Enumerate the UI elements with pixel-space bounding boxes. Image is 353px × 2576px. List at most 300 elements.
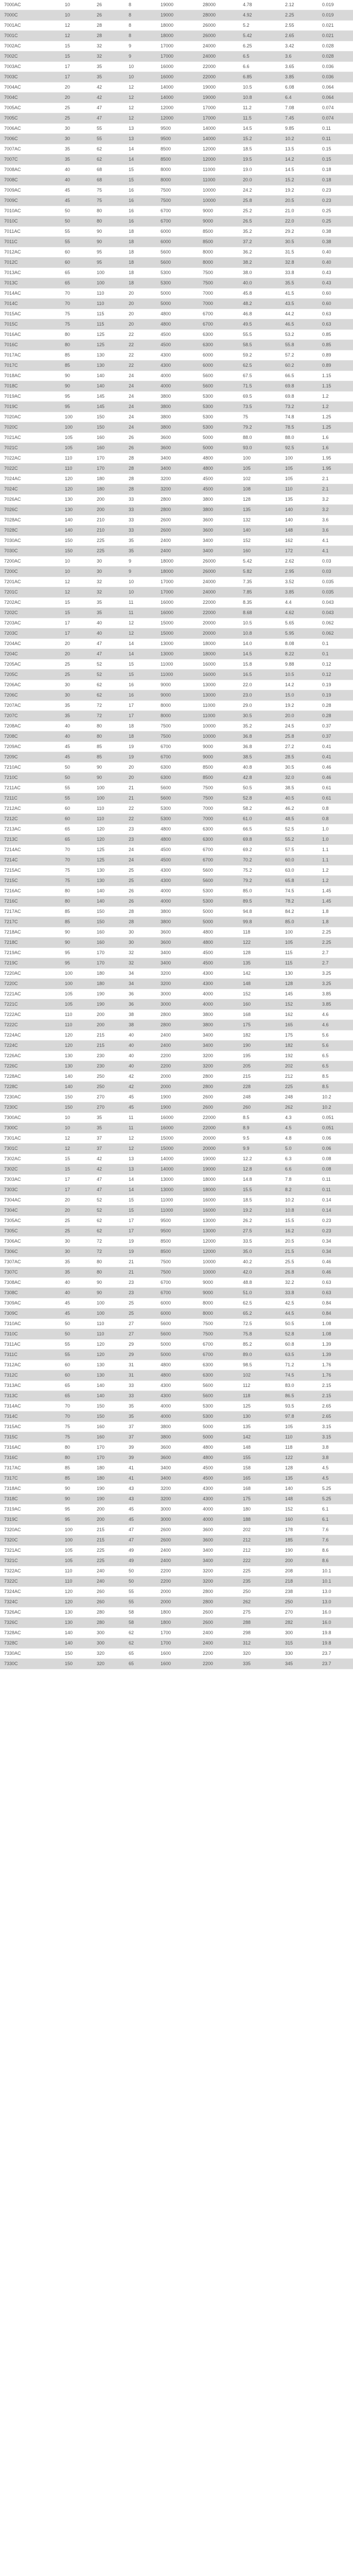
cell-width: 45 xyxy=(125,1092,156,1103)
table-row xyxy=(0,1103,353,1113)
cell-static-load: 10.5 xyxy=(281,670,318,680)
cell-outer-diameter: 200 xyxy=(93,1504,125,1515)
cell-model: 7219AC xyxy=(0,948,61,958)
cell-model: 7224C xyxy=(0,1041,61,1051)
cell-grease-speed: 4000 xyxy=(156,1401,199,1412)
cell-width: 14 xyxy=(125,639,156,649)
cell-weight: 0.41 xyxy=(318,752,353,762)
cell-oil-speed: 5300 xyxy=(199,896,239,907)
cell-static-load: 20.0 xyxy=(281,711,318,721)
cell-grease-speed: 4300 xyxy=(156,876,199,886)
cell-dynamic-load: 105 xyxy=(239,464,281,474)
cell-dynamic-load: 71.5 xyxy=(239,381,281,392)
cell-dynamic-load: 10.5 xyxy=(239,82,281,93)
cell-grease-speed: 13000 xyxy=(156,639,199,649)
cell-grease-speed: 17000 xyxy=(156,52,199,62)
table-row xyxy=(0,464,353,474)
cell-width: 33 xyxy=(125,1381,156,1391)
cell-weight: 1.08 xyxy=(318,1329,353,1340)
cell-model: 7030C xyxy=(0,546,61,556)
cell-dynamic-load: 135 xyxy=(239,1422,281,1432)
cell-weight: 2.25 xyxy=(318,927,353,938)
cell-oil-speed: 2400 xyxy=(199,1628,239,1638)
cell-grease-speed: 4800 xyxy=(156,1370,199,1381)
cell-dynamic-load: 19.5 xyxy=(239,155,281,165)
cell-static-load: 69.8 xyxy=(281,392,318,402)
cell-inner-diameter: 140 xyxy=(61,1082,93,1092)
cell-model: 7317C xyxy=(0,1473,61,1484)
cell-dynamic-load: 40.0 xyxy=(239,278,281,289)
cell-oil-speed: 4800 xyxy=(199,1453,239,1463)
cell-width: 36 xyxy=(125,999,156,1010)
cell-weight: 13.0 xyxy=(318,1597,353,1607)
cell-static-load: 202 xyxy=(281,1061,318,1072)
cell-static-load: 52.8 xyxy=(281,1329,318,1340)
cell-static-load: 172 xyxy=(281,546,318,556)
cell-inner-diameter: 80 xyxy=(61,330,93,340)
cell-outer-diameter: 100 xyxy=(93,1309,125,1319)
cell-inner-diameter: 130 xyxy=(61,495,93,505)
cell-model: 7309AC xyxy=(0,1298,61,1309)
cell-grease-speed: 19000 xyxy=(156,10,199,21)
cell-static-load: 20.5 xyxy=(281,196,318,206)
table-row xyxy=(0,1072,353,1082)
table-row xyxy=(0,1638,353,1649)
cell-model: 7209C xyxy=(0,752,61,762)
cell-static-load: 15.0 xyxy=(281,690,318,701)
table-row xyxy=(0,1607,353,1618)
cell-grease-speed: 14000 xyxy=(156,1154,199,1164)
cell-grease-speed: 3800 xyxy=(156,907,199,917)
cell-model: 7224AC xyxy=(0,1030,61,1041)
cell-dynamic-load: 140 xyxy=(239,526,281,536)
cell-oil-speed: 14000 xyxy=(199,134,239,144)
cell-grease-speed: 4500 xyxy=(156,330,199,340)
cell-width: 14 xyxy=(125,155,156,165)
cell-dynamic-load: 102 xyxy=(239,474,281,484)
cell-width: 17 xyxy=(125,1216,156,1226)
cell-grease-speed: 11000 xyxy=(156,1195,199,1206)
table-row xyxy=(0,711,353,721)
cell-weight: 3.2 xyxy=(318,495,353,505)
cell-inner-diameter: 55 xyxy=(61,783,93,793)
cell-outer-diameter: 225 xyxy=(93,1556,125,1566)
cell-inner-diameter: 105 xyxy=(61,1546,93,1556)
cell-oil-speed: 22000 xyxy=(199,72,239,82)
cell-weight: 7.6 xyxy=(318,1525,353,1535)
table-row xyxy=(0,876,353,886)
cell-static-load: 52.5 xyxy=(281,824,318,835)
cell-weight: 0.8 xyxy=(318,814,353,824)
cell-width: 36 xyxy=(125,989,156,999)
cell-model: 7210C xyxy=(0,773,61,783)
cell-outer-diameter: 32 xyxy=(93,52,125,62)
cell-static-load: 115 xyxy=(281,948,318,958)
cell-inner-diameter: 70 xyxy=(61,289,93,299)
cell-inner-diameter: 105 xyxy=(61,443,93,453)
cell-model: 7011C xyxy=(0,237,61,247)
table-row xyxy=(0,93,353,103)
cell-model: 7007AC xyxy=(0,144,61,155)
cell-static-load: 105 xyxy=(281,464,318,474)
cell-grease-speed: 3000 xyxy=(156,1515,199,1525)
cell-inner-diameter: 15 xyxy=(61,1164,93,1175)
cell-dynamic-load: 35.0 xyxy=(239,1247,281,1257)
cell-inner-diameter: 90 xyxy=(61,371,93,381)
table-row xyxy=(0,165,353,175)
cell-dynamic-load: 118 xyxy=(239,1391,281,1401)
cell-grease-speed: 5300 xyxy=(156,268,199,278)
table-row xyxy=(0,989,353,999)
cell-oil-speed: 3800 xyxy=(199,1010,239,1020)
cell-weight: 0.23 xyxy=(318,196,353,206)
cell-width: 28 xyxy=(125,474,156,484)
cell-inner-diameter: 140 xyxy=(61,1638,93,1649)
cell-outer-diameter: 35 xyxy=(93,1123,125,1133)
cell-width: 49 xyxy=(125,1546,156,1556)
cell-static-load: 10.8 xyxy=(281,1206,318,1216)
cell-inner-diameter: 20 xyxy=(61,1206,93,1216)
table-row xyxy=(0,1113,353,1123)
cell-weight: 1.15 xyxy=(318,371,353,381)
cell-width: 50 xyxy=(125,1566,156,1577)
cell-grease-speed: 1800 xyxy=(156,1607,199,1618)
cell-static-load: 30.5 xyxy=(281,762,318,773)
cell-weight: 1.45 xyxy=(318,896,353,907)
table-row xyxy=(0,948,353,958)
cell-weight: 0.37 xyxy=(318,732,353,742)
cell-model: 7305AC xyxy=(0,1216,61,1226)
cell-weight: 0.19 xyxy=(318,690,353,701)
table-row xyxy=(0,330,353,340)
cell-weight: 0.021 xyxy=(318,31,353,41)
cell-outer-diameter: 110 xyxy=(93,299,125,309)
table-row xyxy=(0,1453,353,1463)
cell-width: 14 xyxy=(125,1185,156,1195)
cell-dynamic-load: 148 xyxy=(239,979,281,989)
cell-oil-speed: 11000 xyxy=(199,165,239,175)
cell-outer-diameter: 110 xyxy=(93,289,125,299)
table-row xyxy=(0,1473,353,1484)
cell-width: 20 xyxy=(125,762,156,773)
cell-static-load: 6.4 xyxy=(281,93,318,103)
cell-width: 13 xyxy=(125,124,156,134)
cell-oil-speed: 2600 xyxy=(199,1103,239,1113)
cell-outer-diameter: 170 xyxy=(93,1453,125,1463)
cell-width: 34 xyxy=(125,979,156,989)
cell-width: 28 xyxy=(125,484,156,495)
cell-dynamic-load: 27.5 xyxy=(239,1226,281,1236)
cell-oil-speed: 5000 xyxy=(199,907,239,917)
table-row xyxy=(0,742,353,752)
cell-oil-speed: 5600 xyxy=(199,1381,239,1391)
cell-grease-speed: 4800 xyxy=(156,309,199,319)
table-row xyxy=(0,474,353,484)
table-row xyxy=(0,1546,353,1556)
cell-weight: 0.15 xyxy=(318,155,353,165)
cell-inner-diameter: 45 xyxy=(61,742,93,752)
cell-weight: 0.03 xyxy=(318,567,353,577)
cell-dynamic-load: 158 xyxy=(239,1463,281,1473)
cell-static-load: 105 xyxy=(281,474,318,484)
table-row xyxy=(0,31,353,41)
cell-oil-speed: 4500 xyxy=(199,1463,239,1473)
cell-dynamic-load: 5.42 xyxy=(239,31,281,41)
table-row xyxy=(0,1267,353,1278)
cell-dynamic-load: 14.0 xyxy=(239,639,281,649)
table-row xyxy=(0,1257,353,1267)
cell-dynamic-load: 62.5 xyxy=(239,1298,281,1309)
cell-weight: 4.6 xyxy=(318,1020,353,1030)
cell-grease-speed: 2400 xyxy=(156,1030,199,1041)
cell-oil-speed: 5600 xyxy=(199,1391,239,1401)
cell-outer-diameter: 215 xyxy=(93,1525,125,1535)
cell-outer-diameter: 160 xyxy=(93,927,125,938)
cell-grease-speed: 9500 xyxy=(156,1226,199,1236)
cell-outer-diameter: 72 xyxy=(93,701,125,711)
cell-width: 26 xyxy=(125,443,156,453)
cell-static-load: 345 xyxy=(281,1659,318,1669)
cell-static-load: 27.2 xyxy=(281,742,318,752)
table-row xyxy=(0,1329,353,1340)
table-row xyxy=(0,855,353,866)
cell-static-load: 78.5 xyxy=(281,422,318,433)
cell-grease-speed: 16000 xyxy=(156,608,199,618)
cell-oil-speed: 6700 xyxy=(199,1350,239,1360)
cell-width: 27 xyxy=(125,1319,156,1329)
cell-model: 7022AC xyxy=(0,453,61,464)
cell-dynamic-load: 18.5 xyxy=(239,144,281,155)
cell-model: 7314AC xyxy=(0,1401,61,1412)
cell-width: 41 xyxy=(125,1473,156,1484)
cell-outer-diameter: 320 xyxy=(93,1649,125,1659)
table-row xyxy=(0,1216,353,1226)
cell-dynamic-load: 4.78 xyxy=(239,0,281,10)
cell-model: 7313AC xyxy=(0,1381,61,1391)
table-row xyxy=(0,62,353,72)
table-row xyxy=(0,268,353,278)
cell-outer-diameter: 47 xyxy=(93,639,125,649)
cell-outer-diameter: 150 xyxy=(93,422,125,433)
cell-outer-diameter: 80 xyxy=(93,206,125,216)
cell-dynamic-load: 29.0 xyxy=(239,701,281,711)
cell-outer-diameter: 115 xyxy=(93,319,125,330)
table-row xyxy=(0,134,353,144)
cell-outer-diameter: 215 xyxy=(93,1535,125,1546)
cell-weight: 4.1 xyxy=(318,536,353,546)
cell-model: 7213C xyxy=(0,835,61,845)
cell-inner-diameter: 15 xyxy=(61,598,93,608)
cell-dynamic-load: 168 xyxy=(239,1010,281,1020)
cell-oil-speed: 3800 xyxy=(199,505,239,515)
cell-outer-diameter: 37 xyxy=(93,1133,125,1144)
cell-weight: 2.25 xyxy=(318,938,353,948)
cell-grease-speed: 3800 xyxy=(156,422,199,433)
cell-inner-diameter: 95 xyxy=(61,402,93,412)
cell-grease-speed: 3200 xyxy=(156,979,199,989)
cell-oil-speed: 26000 xyxy=(199,556,239,567)
cell-dynamic-load: 23.0 xyxy=(239,690,281,701)
table-row xyxy=(0,216,353,227)
cell-model: 7222C xyxy=(0,1020,61,1030)
cell-width: 29 xyxy=(125,1340,156,1350)
cell-model: 7228C xyxy=(0,1082,61,1092)
cell-outer-diameter: 140 xyxy=(93,896,125,907)
cell-model: 7221AC xyxy=(0,989,61,999)
table-row xyxy=(0,1422,353,1432)
table-row xyxy=(0,845,353,855)
cell-grease-speed: 4500 xyxy=(156,845,199,855)
cell-inner-diameter: 50 xyxy=(61,216,93,227)
cell-grease-speed: 12000 xyxy=(156,113,199,124)
cell-width: 23 xyxy=(125,835,156,845)
cell-dynamic-load: 235 xyxy=(239,1577,281,1587)
cell-weight: 4.5 xyxy=(318,1463,353,1473)
cell-outer-diameter: 80 xyxy=(93,216,125,227)
table-row xyxy=(0,1391,353,1401)
cell-width: 22 xyxy=(125,814,156,824)
cell-oil-speed: 5300 xyxy=(199,422,239,433)
cell-grease-speed: 16000 xyxy=(156,1123,199,1133)
cell-weight: 5.25 xyxy=(318,1484,353,1494)
cell-weight: 0.46 xyxy=(318,1257,353,1267)
cell-width: 45 xyxy=(125,1504,156,1515)
cell-outer-diameter: 68 xyxy=(93,165,125,175)
cell-grease-speed: 3400 xyxy=(156,464,199,474)
cell-weight: 1.39 xyxy=(318,1340,353,1350)
cell-model: 7326C xyxy=(0,1618,61,1628)
cell-dynamic-load: 55.5 xyxy=(239,330,281,340)
cell-model: 7205C xyxy=(0,670,61,680)
cell-static-load: 32.2 xyxy=(281,1278,318,1288)
table-row xyxy=(0,1185,353,1195)
cell-model: 7217C xyxy=(0,917,61,927)
cell-grease-speed: 6300 xyxy=(156,773,199,783)
cell-outer-diameter: 180 xyxy=(93,969,125,979)
cell-static-load: 7.8 xyxy=(281,1175,318,1185)
cell-static-load: 78.2 xyxy=(281,896,318,907)
cell-inner-diameter: 30 xyxy=(61,134,93,144)
cell-model: 7008AC xyxy=(0,165,61,175)
cell-model: 7019C xyxy=(0,402,61,412)
table-row xyxy=(0,1370,353,1381)
cell-inner-diameter: 95 xyxy=(61,948,93,958)
cell-oil-speed: 20000 xyxy=(199,1133,239,1144)
cell-inner-diameter: 140 xyxy=(61,1628,93,1638)
cell-width: 25 xyxy=(125,876,156,886)
cell-outer-diameter: 250 xyxy=(93,1082,125,1092)
cell-weight: 3.6 xyxy=(318,526,353,536)
cell-weight: 23.7 xyxy=(318,1649,353,1659)
cell-dynamic-load: 35.2 xyxy=(239,721,281,732)
cell-outer-diameter: 80 xyxy=(93,732,125,742)
cell-static-load: 74.8 xyxy=(281,412,318,422)
cell-grease-speed: 7500 xyxy=(156,185,199,196)
cell-grease-speed: 2000 xyxy=(156,1587,199,1597)
cell-model: 7004AC xyxy=(0,82,61,93)
cell-oil-speed: 18000 xyxy=(199,1175,239,1185)
cell-dynamic-load: 35.2 xyxy=(239,227,281,237)
cell-oil-speed: 6300 xyxy=(199,835,239,845)
cell-grease-speed: 6000 xyxy=(156,1309,199,1319)
cell-outer-diameter: 240 xyxy=(93,1577,125,1587)
table-row xyxy=(0,1649,353,1659)
table-row xyxy=(0,1154,353,1164)
cell-static-load: 69.8 xyxy=(281,381,318,392)
cell-static-load: 29.2 xyxy=(281,227,318,237)
table-row xyxy=(0,1432,353,1443)
table-row xyxy=(0,371,353,381)
cell-oil-speed: 3200 xyxy=(199,1051,239,1061)
cell-oil-speed: 19000 xyxy=(199,93,239,103)
cell-dynamic-load: 222 xyxy=(239,1556,281,1566)
cell-dynamic-load: 89.0 xyxy=(239,1350,281,1360)
cell-dynamic-load: 40.2 xyxy=(239,1257,281,1267)
cell-oil-speed: 4300 xyxy=(199,979,239,989)
cell-outer-diameter: 145 xyxy=(93,402,125,412)
cell-inner-diameter: 55 xyxy=(61,237,93,247)
cell-oil-speed: 4800 xyxy=(199,1443,239,1453)
cell-inner-diameter: 65 xyxy=(61,835,93,845)
cell-static-load: 248 xyxy=(281,1092,318,1103)
cell-grease-speed: 7500 xyxy=(156,732,199,742)
cell-grease-speed: 4000 xyxy=(156,381,199,392)
cell-dynamic-load: 5.2 xyxy=(239,21,281,31)
cell-weight: 0.34 xyxy=(318,1236,353,1247)
cell-width: 24 xyxy=(125,381,156,392)
cell-inner-diameter: 90 xyxy=(61,938,93,948)
cell-outer-diameter: 300 xyxy=(93,1638,125,1649)
cell-dynamic-load: 14.5 xyxy=(239,124,281,134)
cell-model: 7313C xyxy=(0,1391,61,1401)
cell-dynamic-load: 48.8 xyxy=(239,1278,281,1288)
cell-outer-diameter: 52 xyxy=(93,659,125,670)
cell-static-load: 97.8 xyxy=(281,1412,318,1422)
cell-weight: 0.062 xyxy=(318,618,353,629)
table-row xyxy=(0,783,353,793)
cell-width: 11 xyxy=(125,1123,156,1133)
cell-oil-speed: 16000 xyxy=(199,659,239,670)
table-row xyxy=(0,299,353,309)
cell-grease-speed: 2000 xyxy=(156,1082,199,1092)
cell-inner-diameter: 95 xyxy=(61,392,93,402)
cell-oil-speed: 3600 xyxy=(199,1535,239,1546)
cell-oil-speed: 26000 xyxy=(199,21,239,31)
cell-inner-diameter: 30 xyxy=(61,690,93,701)
cell-weight: 3.6 xyxy=(318,515,353,526)
cell-static-load: 3.42 xyxy=(281,41,318,52)
cell-static-load: 50.5 xyxy=(281,1319,318,1329)
cell-weight: 0.43 xyxy=(318,278,353,289)
cell-weight: 0.028 xyxy=(318,41,353,52)
cell-dynamic-load: 85.0 xyxy=(239,886,281,896)
cell-weight: 0.051 xyxy=(318,1123,353,1133)
cell-grease-speed: 7500 xyxy=(156,1267,199,1278)
table-row xyxy=(0,1463,353,1473)
cell-grease-speed: 3600 xyxy=(156,1453,199,1463)
cell-grease-speed: 4000 xyxy=(156,1412,199,1422)
table-row xyxy=(0,289,353,299)
cell-model: 7330AC xyxy=(0,1649,61,1659)
cell-model: 7324AC xyxy=(0,1587,61,1597)
cell-dynamic-load: 58.2 xyxy=(239,804,281,814)
cell-oil-speed: 4500 xyxy=(199,1473,239,1484)
cell-model: 7019AC xyxy=(0,392,61,402)
cell-width: 33 xyxy=(125,505,156,515)
cell-width: 16 xyxy=(125,206,156,216)
cell-static-load: 8.08 xyxy=(281,639,318,649)
cell-inner-diameter: 70 xyxy=(61,1412,93,1422)
